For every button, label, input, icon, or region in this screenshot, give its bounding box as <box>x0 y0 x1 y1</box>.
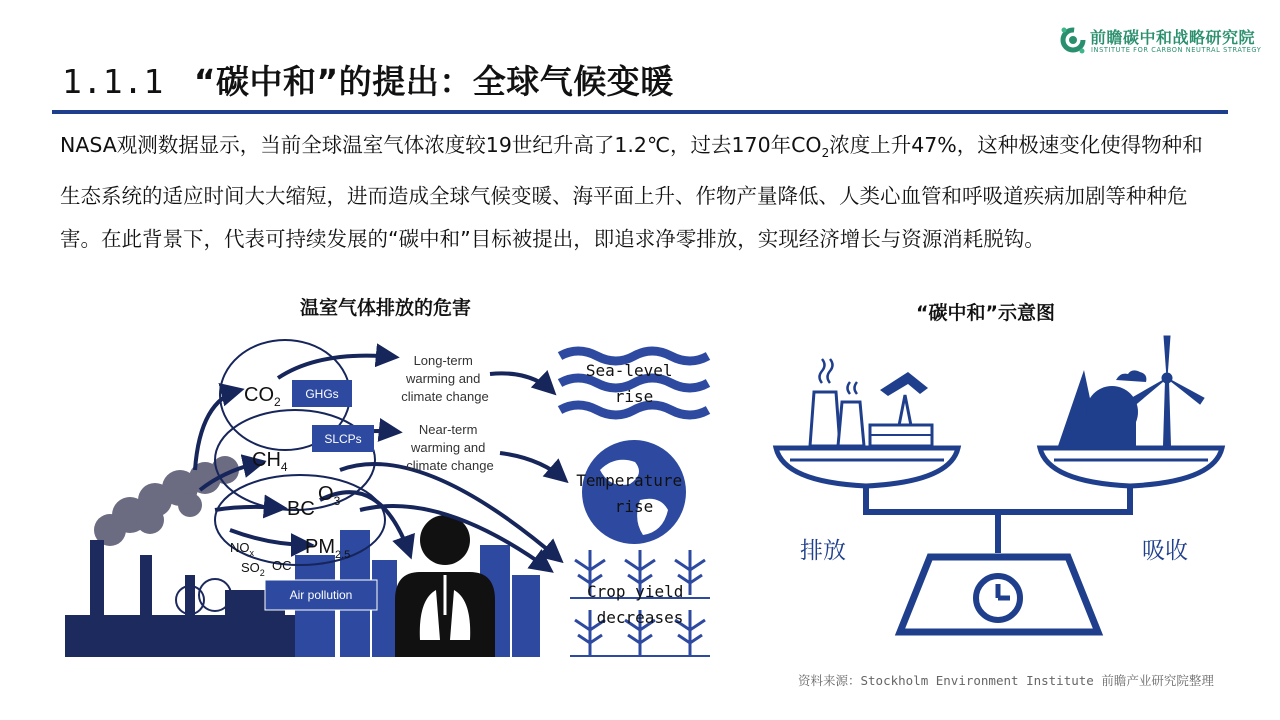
so2-label: $SO_2$ <box>241 560 265 578</box>
logo-name-en: INSTITUTE FOR CARBON NEUTRAL STRATEGY <box>1091 46 1262 54</box>
crop-yield-label: Crop yield decreases <box>587 582 684 627</box>
long-term-label: Long-term warming and climate change <box>401 353 489 404</box>
absorption-label: 吸收 <box>1142 538 1188 564</box>
wind-turbine-icon <box>1132 336 1204 446</box>
source-note: 资料来源：Stockholm Environment Institute 前瞻产业研究院整理 <box>798 673 1214 688</box>
oil-pump-icon <box>870 372 932 446</box>
bc-label: BC <box>287 498 315 520</box>
scale-base <box>900 557 1098 632</box>
sea-level-label: Sea-level rise <box>585 361 673 406</box>
intro-co2-subscript: 2 <box>821 146 830 161</box>
emission-label: 排放 <box>800 538 846 564</box>
right-diagram-caption: “碳中和”示意图 <box>916 302 1055 324</box>
oc-label: OC <box>272 558 292 573</box>
title-text: “碳中和”的提出：全球气候变暖 <box>193 62 674 101</box>
intro-text-part2: 浓度上升47%，这种极速变化使得物种和生态系统的适应时间大大缩短，进而造成全球气候变暖、海平面上升、作物产量降低、人类心血管和呼吸道疾病加剧等种种危害。在此背景下，代表可持续发展的“碳中和”目标被提出，即追求净零排放，实现经济增长与资源消耗脱钩。 <box>60 133 1203 252</box>
o3-label: $O_3$ <box>318 483 341 508</box>
near-term-label: Near-term warming and climate change <box>406 422 494 473</box>
scale-beam <box>866 486 1130 553</box>
intro-text-part1: NASA观测数据显示，当前全球温室气体浓度较19世纪升高了1.2℃，过去170年CO <box>60 133 822 157</box>
right-scale-pan <box>1040 448 1222 486</box>
logo-name-cn: 前瞻碳中和战略研究院 <box>1090 28 1256 47</box>
co2-label: $CO_2$ <box>244 384 281 409</box>
left-scale-pan <box>776 448 958 486</box>
temperature-label: Temperature rise <box>576 471 683 516</box>
ch4-label: $CH_4$ <box>252 449 288 474</box>
power-plant-icon <box>810 359 864 446</box>
forest-mountain-icon <box>1058 370 1146 446</box>
nox-label: $NO_x$ <box>230 540 254 558</box>
air-pollution-label: Air pollution <box>289 588 353 602</box>
slcps-label: SLCPs <box>324 432 362 446</box>
title-number: 1.1.1 <box>62 62 164 101</box>
pm25-label: $PM_{2.5}$ <box>305 536 351 561</box>
left-diagram-caption: 温室气体排放的危害 <box>300 297 472 319</box>
ghgs-label: GHGs <box>305 387 339 401</box>
